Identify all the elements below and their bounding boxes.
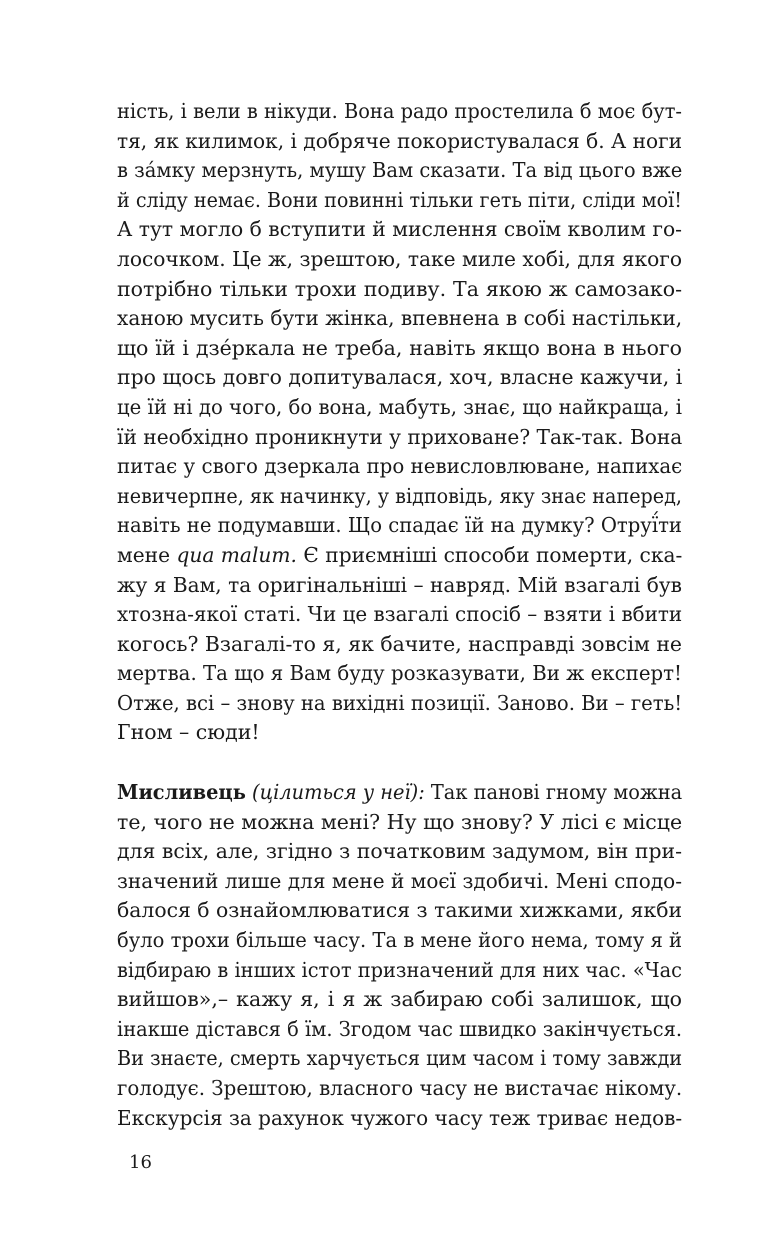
text-fragment: Так панові гному можна bbox=[424, 780, 683, 805]
text-line: це їй ні до чого, бо вона, мабуть, знає, що найкраща, і bbox=[117, 394, 683, 419]
text-line: навіть не подумавши. Що спадає їй на думку? Отруї́ти bbox=[117, 513, 682, 538]
monologue-paragraph bbox=[117, 97, 682, 748]
text-line: ханою мусить бути жінка, впевнена в собі настільки, bbox=[117, 306, 683, 331]
text-line: А тут могло б вступити й мислення своїм кволим го- bbox=[117, 217, 683, 242]
text-line: питає у свого дзеркала про невисловлюване, напихає bbox=[117, 454, 683, 479]
text-line: вийшов»,– кажу я, і я ж забираю собі залишок, що bbox=[117, 987, 682, 1012]
stage-direction: (цілиться у неї): bbox=[245, 780, 425, 805]
text-line: те, чого не можна мені? Ну що знову? У лісі є місце bbox=[117, 809, 683, 834]
page-number: 16 bbox=[129, 1152, 152, 1173]
text-line: хтозна-якої статі. Чи це взагалі спосіб – взяти і вбити bbox=[117, 602, 683, 627]
text-line: Гном – сюди! bbox=[117, 720, 260, 745]
text-line: ність, і вели в нікуди. Вона радо простелила б моє бут- bbox=[117, 99, 683, 123]
text-line: й сліду немає. Вони повинні тільки геть піти, сліди мої! bbox=[117, 187, 682, 212]
hunter-paragraph bbox=[117, 778, 682, 1133]
text-fragment: Є приємніші способи померти, ска- bbox=[296, 542, 683, 567]
text-line: про щось довго допитувалася, хоч, власне кажучи, і bbox=[117, 365, 683, 390]
text-line: було трохи більше часу. Та в мене його нема, тому я й bbox=[117, 928, 683, 953]
latin-phrase: qua malum. bbox=[176, 542, 297, 567]
speaker-name: Мисливець bbox=[117, 780, 246, 805]
text-line: для всіх, але, згідно з початковим задумом, він при- bbox=[117, 839, 682, 864]
text-line: Отже, всі – знову на вихідні позиції. Заново. Ви – геть! bbox=[117, 690, 683, 715]
text-line: балося б ознайомлюватися з такими хижками, якби bbox=[117, 898, 683, 923]
text-line-with-latin bbox=[117, 541, 682, 571]
page-text bbox=[117, 97, 682, 1133]
text-line: когось? Взагалі-то я, як бачите, насправді зовсім не bbox=[117, 631, 683, 656]
text-line: голодує. Зрештою, власного часу не вистачає нікому. bbox=[117, 1076, 683, 1100]
text-line: значений лише для мене й моєї здобичі. Мені сподо- bbox=[117, 868, 682, 893]
text-line: в за́мку мерзнуть, мушу Вам сказати. Та від цього вже bbox=[117, 158, 683, 183]
text-line: інакше дістався б їм. Згодом час швидко закінчується. bbox=[117, 1016, 683, 1041]
text-line: Ви знаєте, смерть харчується цим часом і тому завжди bbox=[117, 1046, 683, 1071]
text-line: лосочком. Це ж, зрештою, таке миле хобі, для якого bbox=[117, 246, 682, 271]
text-line: мертва. Та що я Вам буду розказувати, Ви ж експерт! bbox=[117, 661, 682, 686]
text-line: жу я Вам, та оригінальніші – навряд. Мій взагалі був bbox=[117, 572, 682, 597]
text-line: потрібно тільки трохи подиву. Та якою ж самозако- bbox=[117, 276, 682, 301]
text-line: невичерпне, як начинку, у відповідь, яку знає наперед, bbox=[117, 483, 683, 508]
text-line: Екскурсія за рахунок чужого часу теж триває недов- bbox=[117, 1105, 683, 1130]
speaker-line bbox=[117, 778, 682, 808]
text-line: відбираю в інших істот призначений для них час. «Час bbox=[117, 957, 682, 982]
paragraph-gap bbox=[117, 748, 682, 778]
text-line: їй необхідно проникнути у приховане? Так-так. Вона bbox=[117, 424, 683, 449]
text-fragment: мене bbox=[117, 542, 177, 567]
text-line: тя, як килимок, і добряче покористувалася б. А ноги bbox=[117, 128, 683, 153]
text-line: що їй і дзе́ркала не треба, навіть якщо вона в нього bbox=[117, 335, 682, 360]
